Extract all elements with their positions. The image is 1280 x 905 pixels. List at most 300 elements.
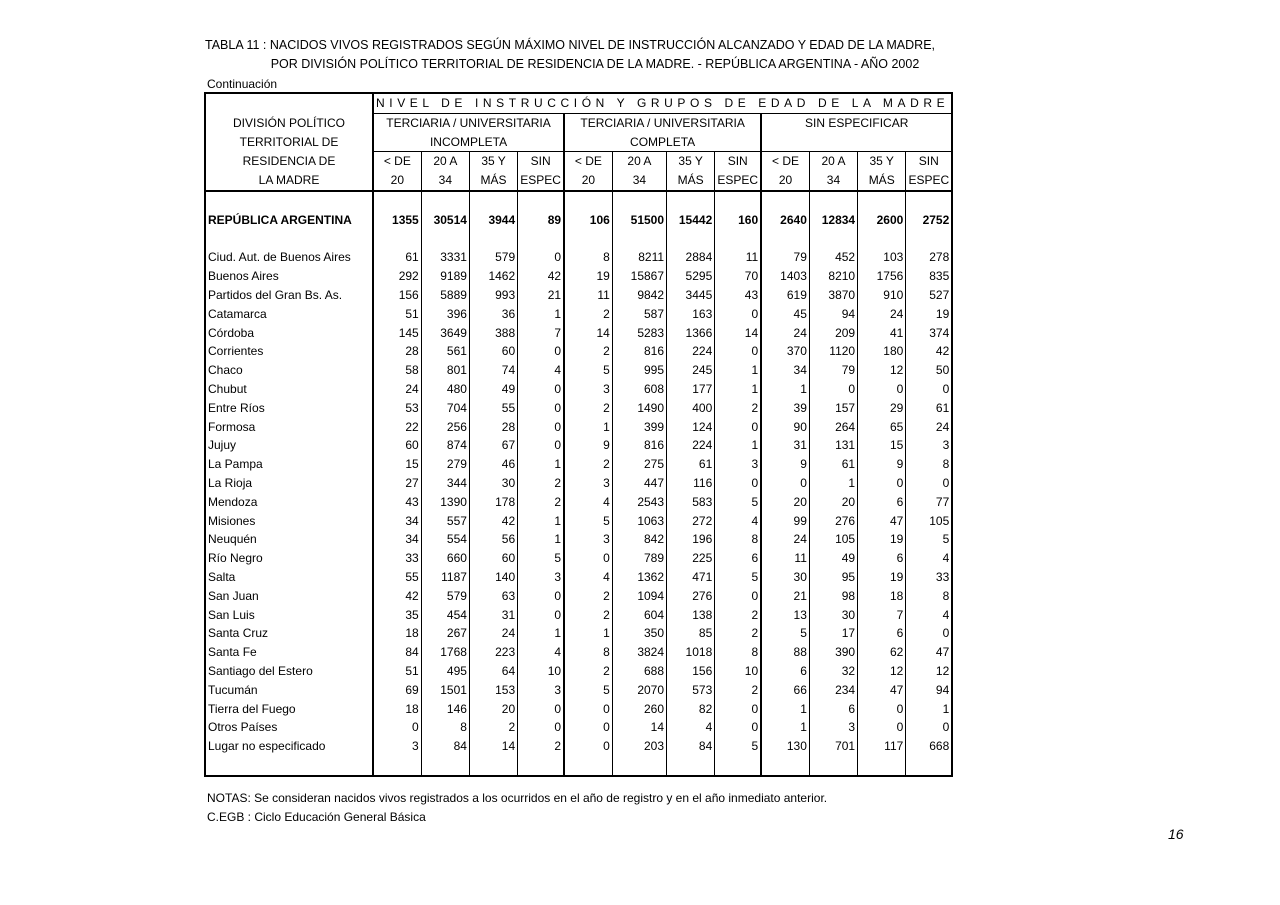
age-header-bottom: 34 xyxy=(809,171,857,191)
value-cell: 62 xyxy=(858,643,906,662)
value-cell: 131 xyxy=(809,436,857,455)
spacer-row xyxy=(205,756,952,776)
value-cell: 9189 xyxy=(421,267,469,286)
value-cell: 51 xyxy=(373,305,421,324)
value-cell: 18 xyxy=(858,587,906,606)
value-cell: 0 xyxy=(761,474,809,493)
value-cell: 579 xyxy=(469,248,517,267)
value-cell: 10 xyxy=(715,662,761,681)
value-cell: 2 xyxy=(564,305,612,324)
value-cell: 5 xyxy=(564,681,612,700)
value-cell: 447 xyxy=(612,474,666,493)
age-header-bottom: ESPEC xyxy=(715,171,761,191)
row-label: Chubut xyxy=(208,381,247,396)
value-cell: 6 xyxy=(761,662,809,681)
value-cell: 33 xyxy=(906,568,952,587)
value-cell: 24 xyxy=(469,624,517,643)
value-cell: 41 xyxy=(858,324,906,343)
value-cell: 9 xyxy=(858,455,906,474)
row-label-line-3: RESIDENCIA DE xyxy=(242,154,336,169)
value-cell: 0 xyxy=(715,587,761,606)
value-cell: 604 xyxy=(612,606,666,625)
value-cell: 61 xyxy=(667,455,715,474)
value-cell: 278 xyxy=(906,248,952,267)
value-cell: 256 xyxy=(421,418,469,437)
value-cell: 0 xyxy=(518,700,564,719)
value-cell: 14 xyxy=(612,718,666,737)
value-cell: 42 xyxy=(469,512,517,531)
value-cell: 20 xyxy=(809,493,857,512)
value-cell: 0 xyxy=(906,624,952,643)
value-cell: 0 xyxy=(564,737,612,756)
value-cell: 0 xyxy=(715,305,761,324)
group-3-line-2 xyxy=(761,133,952,152)
value-cell: 28 xyxy=(373,342,421,361)
value-cell: 1 xyxy=(715,436,761,455)
value-cell: 234 xyxy=(809,681,857,700)
age-header-bottom: 34 xyxy=(421,171,469,191)
value-cell: 34 xyxy=(373,512,421,531)
value-cell: 0 xyxy=(858,718,906,737)
value-cell: 1 xyxy=(715,361,761,380)
value-cell: 452 xyxy=(809,248,857,267)
value-cell: 6 xyxy=(715,549,761,568)
value-cell: 6 xyxy=(809,700,857,719)
value-cell: 31 xyxy=(761,436,809,455)
row-label: Santa Fe xyxy=(208,645,257,660)
value-cell: 267 xyxy=(421,624,469,643)
value-cell: 20 xyxy=(761,493,809,512)
row-label: Catamarca xyxy=(208,306,267,321)
value-cell: 660 xyxy=(421,549,469,568)
value-cell: 454 xyxy=(421,606,469,625)
value-cell: 1501 xyxy=(421,681,469,700)
value-cell: 8 xyxy=(906,587,952,606)
table-row xyxy=(205,530,952,549)
table-row xyxy=(205,662,952,681)
value-cell: 5 xyxy=(518,549,564,568)
value-cell: 5 xyxy=(715,568,761,587)
value-cell: 1 xyxy=(906,700,952,719)
value-cell: 1 xyxy=(518,530,564,549)
value-cell: 1 xyxy=(564,624,612,643)
value-cell: 69 xyxy=(373,681,421,700)
age-header-top: SIN xyxy=(715,152,761,171)
value-cell: 396 xyxy=(421,305,469,324)
page-number: 16 xyxy=(1168,826,1184,842)
value-cell: 260 xyxy=(612,700,666,719)
value-cell: 50 xyxy=(906,361,952,380)
value-cell: 60 xyxy=(469,342,517,361)
row-label: Otros Países xyxy=(208,720,278,735)
row-label: Mendoza xyxy=(208,494,258,509)
value-cell: 668 xyxy=(906,737,952,756)
age-header-top: 20 A xyxy=(612,152,666,171)
value-cell: 0 xyxy=(518,342,564,361)
value-cell: 12 xyxy=(858,361,906,380)
value-cell: 579 xyxy=(421,587,469,606)
value-cell: 105 xyxy=(906,512,952,531)
value-cell: 4 xyxy=(564,493,612,512)
value-cell: 20 xyxy=(469,700,517,719)
value-cell: 84 xyxy=(373,643,421,662)
value-cell: 2 xyxy=(564,606,612,625)
value-cell: 0 xyxy=(564,718,612,737)
row-label: Corrientes xyxy=(208,344,264,359)
row-label: San Luis xyxy=(208,607,255,622)
value-cell: 2070 xyxy=(612,681,666,700)
value-cell: 9842 xyxy=(612,286,666,305)
value-cell: 400 xyxy=(667,399,715,418)
value-cell: 0 xyxy=(858,474,906,493)
value-cell: 64 xyxy=(469,662,517,681)
row-label: Jujuy xyxy=(208,438,237,453)
value-cell: 5 xyxy=(761,624,809,643)
row-label: Buenos Aires xyxy=(208,269,279,284)
value-cell: 0 xyxy=(715,718,761,737)
age-header-bottom: MÁS xyxy=(469,171,517,191)
group-1-line-2: INCOMPLETA xyxy=(373,133,564,152)
value-cell: 608 xyxy=(612,380,666,399)
age-header-bottom: ESPEC xyxy=(518,171,564,191)
value-cell: 77 xyxy=(906,493,952,512)
value-cell: 32 xyxy=(809,662,857,681)
value-cell: 30 xyxy=(761,568,809,587)
value-cell: 264 xyxy=(809,418,857,437)
table-row xyxy=(205,267,952,286)
value-cell: 203 xyxy=(612,737,666,756)
value-cell: 1462 xyxy=(469,267,517,286)
value-cell: 4 xyxy=(906,606,952,625)
value-cell: 5889 xyxy=(421,286,469,305)
value-cell: 7 xyxy=(858,606,906,625)
value-cell: 43 xyxy=(373,493,421,512)
value-cell: 88 xyxy=(761,643,809,662)
value-cell: 140 xyxy=(469,568,517,587)
table-row xyxy=(205,493,952,512)
value-cell: 116 xyxy=(667,474,715,493)
age-header-top: SIN xyxy=(518,152,564,171)
continuation-label: Continuación xyxy=(207,77,278,91)
row-label: Santiago del Estero xyxy=(208,663,313,678)
value-cell: 33 xyxy=(373,549,421,568)
births-table xyxy=(204,92,953,777)
value-cell: 15867 xyxy=(612,267,666,286)
note-births: NOTAS: Se consideran nacidos vivos registrados a los ocurridos en el año de registro y en el año inmediato anterior. xyxy=(207,791,828,805)
value-cell: 61 xyxy=(906,399,952,418)
value-cell: 1 xyxy=(761,380,809,399)
row-label: Salta xyxy=(208,569,236,584)
value-cell: 95 xyxy=(809,568,857,587)
value-cell: 0 xyxy=(564,549,612,568)
value-cell: 2 xyxy=(564,399,612,418)
value-cell: 1403 xyxy=(761,267,809,286)
value-cell: 8210 xyxy=(809,267,857,286)
value-cell: 816 xyxy=(612,436,666,455)
value-cell: 1 xyxy=(761,718,809,737)
value-cell: 1 xyxy=(715,380,761,399)
table-row xyxy=(205,342,952,361)
value-cell: 910 xyxy=(858,286,906,305)
total-row xyxy=(205,211,952,230)
value-cell: 224 xyxy=(667,436,715,455)
value-cell: 874 xyxy=(421,436,469,455)
table-row xyxy=(205,324,952,343)
value-cell: 138 xyxy=(667,606,715,625)
value-cell: 2 xyxy=(564,455,612,474)
age-header-top: 35 Y xyxy=(858,152,906,171)
value-cell: 3 xyxy=(564,474,612,493)
value-cell: 0 xyxy=(906,380,952,399)
value-cell: 79 xyxy=(809,361,857,380)
value-cell: 0 xyxy=(715,418,761,437)
value-cell: 8 xyxy=(906,455,952,474)
value-cell: 53 xyxy=(373,399,421,418)
group-2-line-2: COMPLETA xyxy=(564,133,761,152)
value-cell: 21 xyxy=(518,286,564,305)
value-cell: 0 xyxy=(564,700,612,719)
value-cell: 8 xyxy=(715,530,761,549)
value-cell: 24 xyxy=(906,418,952,437)
value-cell: 0 xyxy=(518,587,564,606)
value-cell: 276 xyxy=(667,587,715,606)
row-label: Río Negro xyxy=(208,551,263,566)
value-cell: 1366 xyxy=(667,324,715,343)
value-cell: 370 xyxy=(761,342,809,361)
table-row xyxy=(205,286,952,305)
value-cell: 13 xyxy=(761,606,809,625)
table-row xyxy=(205,606,952,625)
value-cell: 1756 xyxy=(858,267,906,286)
row-label: Tucumán xyxy=(208,682,258,697)
value-cell: 61 xyxy=(373,248,421,267)
value-cell: 344 xyxy=(421,474,469,493)
value-cell: 816 xyxy=(612,342,666,361)
value-cell: 49 xyxy=(809,549,857,568)
value-cell: 554 xyxy=(421,530,469,549)
value-cell: 157 xyxy=(809,399,857,418)
value-cell: 573 xyxy=(667,681,715,700)
value-cell: 619 xyxy=(761,286,809,305)
value-cell: 0 xyxy=(906,718,952,737)
value-cell: 14 xyxy=(715,324,761,343)
row-label: Lugar no especificado xyxy=(208,739,326,754)
age-header-top: 35 Y xyxy=(667,152,715,171)
value-cell: 480 xyxy=(421,380,469,399)
row-label: San Juan xyxy=(208,588,259,603)
table-row xyxy=(205,361,952,380)
value-cell: 24 xyxy=(858,305,906,324)
table-row xyxy=(205,455,952,474)
value-cell: 153 xyxy=(469,681,517,700)
value-cell: 21 xyxy=(761,587,809,606)
age-header-top: < DE xyxy=(564,152,612,171)
value-cell: 5 xyxy=(715,493,761,512)
table-row xyxy=(205,418,952,437)
value-cell: 0 xyxy=(858,380,906,399)
value-cell: 8 xyxy=(715,643,761,662)
value-cell: 24 xyxy=(761,530,809,549)
row-label: Formosa xyxy=(208,419,256,434)
value-cell: 3 xyxy=(809,718,857,737)
value-cell: 2 xyxy=(518,474,564,493)
value-cell: 43 xyxy=(715,286,761,305)
value-cell: 61 xyxy=(809,455,857,474)
value-cell: 276 xyxy=(809,512,857,531)
table-row xyxy=(205,549,952,568)
row-label: La Pampa xyxy=(208,457,263,472)
value-cell: 19 xyxy=(858,568,906,587)
value-cell: 1390 xyxy=(421,493,469,512)
group-2-line-1: TERCIARIA / UNIVERSITARIA xyxy=(564,113,761,132)
value-cell: 66 xyxy=(761,681,809,700)
table-row xyxy=(205,737,952,756)
value-cell: 67 xyxy=(469,436,517,455)
value-cell: 24 xyxy=(373,380,421,399)
value-cell: 47 xyxy=(858,512,906,531)
row-label: Tierra del Fuego xyxy=(208,701,296,716)
value-cell: 4 xyxy=(518,361,564,380)
value-cell: 2 xyxy=(564,342,612,361)
value-cell: 0 xyxy=(809,380,857,399)
value-cell: 14 xyxy=(564,324,612,343)
value-cell: 2543 xyxy=(612,493,666,512)
value-cell: 3 xyxy=(564,530,612,549)
age-header-bottom: MÁS xyxy=(667,171,715,191)
row-label: Santa Cruz xyxy=(208,626,269,641)
value-cell: 4 xyxy=(715,512,761,531)
row-label-line-2: TERRITORIAL DE xyxy=(239,134,339,149)
value-cell: 82 xyxy=(667,700,715,719)
value-cell: 98 xyxy=(809,587,857,606)
value-cell: 103 xyxy=(858,248,906,267)
value-cell: 3 xyxy=(518,681,564,700)
value-cell: 46 xyxy=(469,455,517,474)
value-cell: 10 xyxy=(518,662,564,681)
value-cell: 130 xyxy=(761,737,809,756)
value-cell: 527 xyxy=(906,286,952,305)
value-cell: 3 xyxy=(373,737,421,756)
value-cell: 1120 xyxy=(809,342,857,361)
value-cell: 42 xyxy=(906,342,952,361)
value-cell: 1 xyxy=(564,418,612,437)
value-cell: 27 xyxy=(373,474,421,493)
value-cell: 94 xyxy=(906,681,952,700)
value-cell: 8211 xyxy=(612,248,666,267)
value-cell: 3 xyxy=(518,568,564,587)
value-cell: 6 xyxy=(858,493,906,512)
value-cell: 18 xyxy=(373,624,421,643)
row-label: REPÚBLICA ARGENTINA xyxy=(208,212,352,227)
age-header-top: 20 A xyxy=(809,152,857,171)
value-cell: 704 xyxy=(421,399,469,418)
value-cell: 789 xyxy=(612,549,666,568)
value-cell: 1 xyxy=(518,512,564,531)
value-cell: 6 xyxy=(858,549,906,568)
value-cell: 3 xyxy=(906,436,952,455)
table-row xyxy=(205,248,952,267)
value-cell: 0 xyxy=(518,718,564,737)
table-row xyxy=(205,643,952,662)
value-cell: 5 xyxy=(906,530,952,549)
value-cell: 1 xyxy=(518,455,564,474)
row-label: Neuquén xyxy=(208,532,257,547)
value-cell: 0 xyxy=(518,380,564,399)
value-cell: 561 xyxy=(421,342,469,361)
value-cell: 0 xyxy=(858,700,906,719)
value-cell: 2 xyxy=(518,493,564,512)
value-cell: 42 xyxy=(518,267,564,286)
value-cell: 292 xyxy=(373,267,421,286)
value-cell: 3331 xyxy=(421,248,469,267)
value-cell: 49 xyxy=(469,380,517,399)
value-cell: 2 xyxy=(715,399,761,418)
table-row xyxy=(205,399,952,418)
value-cell: 15 xyxy=(373,455,421,474)
row-label: Chaco xyxy=(208,363,243,378)
value-cell: 105 xyxy=(809,530,857,549)
row-label: Ciud. Aut. de Buenos Aires xyxy=(208,250,351,265)
row-label: Misiones xyxy=(208,513,256,528)
value-cell: 12 xyxy=(906,662,952,681)
row-label: La Rioja xyxy=(208,475,253,490)
value-cell: 39 xyxy=(761,399,809,418)
value-cell: 70 xyxy=(715,267,761,286)
value-cell: 390 xyxy=(809,643,857,662)
value-cell: 2640 xyxy=(761,211,809,230)
value-cell: 90 xyxy=(761,418,809,437)
value-cell: 177 xyxy=(667,380,715,399)
value-cell: 84 xyxy=(421,737,469,756)
value-cell: 0 xyxy=(906,474,952,493)
value-cell: 146 xyxy=(421,700,469,719)
value-cell: 12834 xyxy=(809,211,857,230)
value-cell: 19 xyxy=(564,267,612,286)
value-cell: 2 xyxy=(564,587,612,606)
age-header-bottom: ESPEC xyxy=(906,171,952,191)
value-cell: 1187 xyxy=(421,568,469,587)
row-label: Partidos del Gran Bs. As. xyxy=(208,287,343,302)
age-header-top: 20 A xyxy=(421,152,469,171)
value-cell: 399 xyxy=(612,418,666,437)
value-cell: 3824 xyxy=(612,643,666,662)
value-cell: 835 xyxy=(906,267,952,286)
table-row xyxy=(205,568,952,587)
value-cell: 350 xyxy=(612,624,666,643)
value-cell: 34 xyxy=(761,361,809,380)
value-cell: 17 xyxy=(809,624,857,643)
value-cell: 2 xyxy=(715,624,761,643)
value-cell: 3 xyxy=(715,455,761,474)
table-row xyxy=(205,512,952,531)
value-cell: 11 xyxy=(761,549,809,568)
value-cell: 471 xyxy=(667,568,715,587)
value-cell: 180 xyxy=(858,342,906,361)
age-header-top: < DE xyxy=(761,152,809,171)
value-cell: 225 xyxy=(667,549,715,568)
value-cell: 0 xyxy=(715,342,761,361)
value-cell: 5283 xyxy=(612,324,666,343)
value-cell: 89 xyxy=(518,211,564,230)
value-cell: 388 xyxy=(469,324,517,343)
value-cell: 178 xyxy=(469,493,517,512)
value-cell: 2 xyxy=(564,662,612,681)
value-cell: 14 xyxy=(469,737,517,756)
value-cell: 55 xyxy=(373,568,421,587)
value-cell: 19 xyxy=(858,530,906,549)
value-cell: 993 xyxy=(469,286,517,305)
value-cell: 3944 xyxy=(469,211,517,230)
